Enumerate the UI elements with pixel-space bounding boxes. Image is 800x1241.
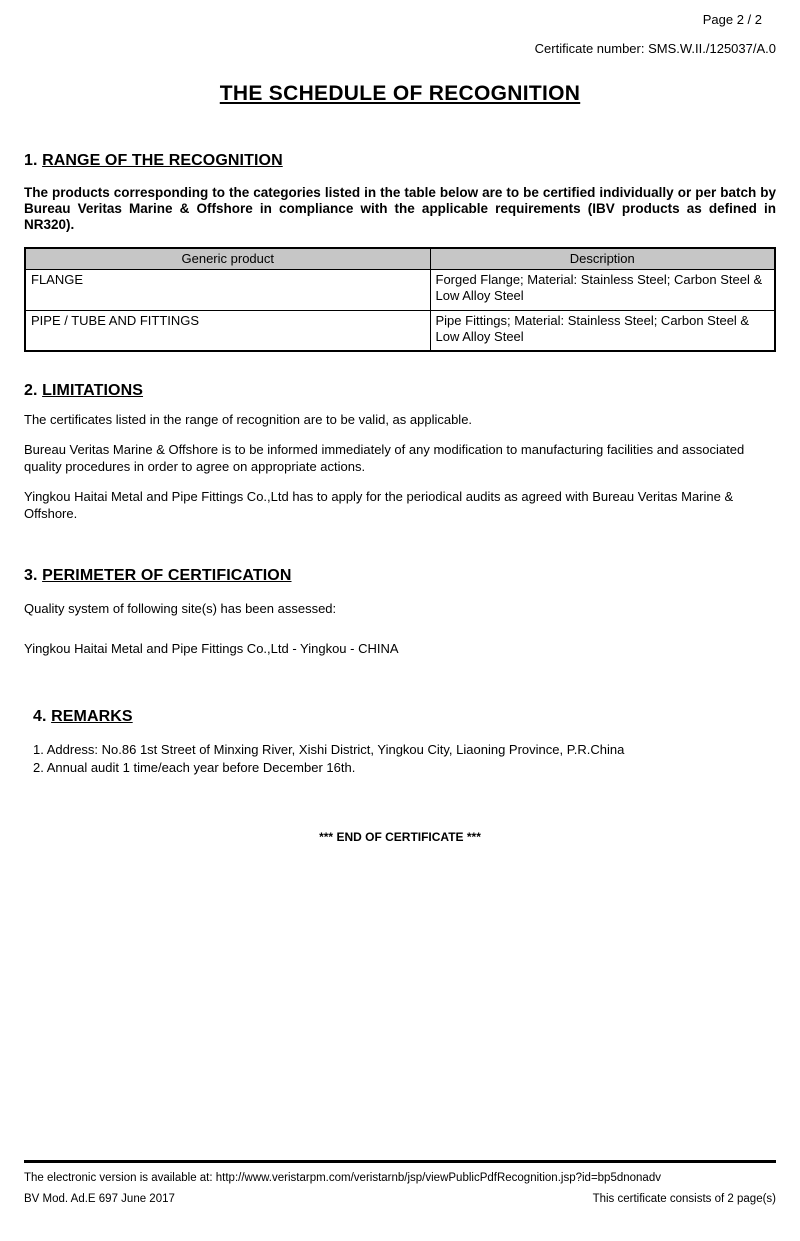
section-heading-limitations [24,382,776,400]
perimeter-site-line: Yingkou Haitai Metal and Pipe Fittings Co.,Ltd - Yingkou - CHINA [24,641,399,657]
end-of-certificate-marker: *** END OF CERTIFICATE *** [319,830,481,845]
section-number: 1. [24,152,38,169]
section-number: 4. [33,708,47,726]
section-heading-text: RANGE OF THE RECOGNITION [42,152,283,169]
footer-meta-row [24,1193,776,1205]
column-header-generic-product: Generic product [25,248,430,269]
perimeter-assessed-line: Quality system of following site(s) has been assessed: [24,600,337,616]
cell-generic-product: PIPE / TUBE AND FITTINGS [25,310,430,351]
certificate-number: Certificate number: SMS.W.II./125037/A.0 [534,41,776,56]
page-footer [24,1160,776,1205]
document-title: THE SCHEDULE OF RECOGNITION [219,82,581,105]
cell-description: Forged Flange; Material: Stainless Steel; Carbon Steel & Low Alloy Steel [430,269,775,310]
cell-generic-product: FLANGE [25,269,430,310]
section-heading-range [24,152,776,170]
limitations-paragraph: The certificates listed in the range of recognition are to be valid, as applicable. [24,412,473,428]
section-number: 3. [24,566,38,584]
electronic-version-line: The electronic version is available at: http://www.veristarpm.com/veristarnb/jsp/viewPublicPdfRecognition.jsp?id=bp5dnonadv [24,1172,661,1184]
section-heading-perimeter [24,567,776,585]
remarks-list [33,741,776,776]
limitations-paragraph: Yingkou Haitai Metal and Pipe Fittings Co.,Ltd has to apply for the periodical audits as agreed with Bureau Veritas Marine & Offshore. [24,488,734,521]
cell-description: Pipe Fittings; Material: Stainless Steel; Carbon Steel & Low Alloy Steel [430,310,775,351]
form-reference: BV Mod. Ad.E 697 June 2017 [24,1193,175,1205]
section-heading-remarks [33,708,776,726]
section-perimeter-of-certification [24,567,776,659]
section-heading-text: PERIMETER OF CERTIFICATION [42,566,292,584]
range-intro-paragraph: The products corresponding to the categories listed in the table below are to be certified individually or per batch by Bureau Veritas Marine & Offshore in compliance with the applicable requirements (IBV products as defined in NR320). [24,185,776,233]
document-meta [24,12,776,56]
section-range-of-recognition [24,152,776,352]
products-table [24,247,776,352]
table-row [25,310,775,351]
limitations-paragraph: Bureau Veritas Marine & Offshore is to be informed immediately of any modification to manufacturing facilities and associated quality procedures in order to agree on appropriate actions. [24,441,745,474]
remark-item: 1. Address: No.86 1st Street of Minxing River, Xishi District, Yingkou City, Liaoning Province, P.R.China [33,742,625,758]
section-limitations [24,382,776,522]
table-header-row [25,248,775,269]
column-header-description: Description [430,248,775,269]
section-remarks [24,708,776,776]
footer-divider [24,1160,776,1163]
section-heading-text: LIMITATIONS [42,382,144,400]
section-heading-text: REMARKS [51,708,133,726]
remark-item: 2. Annual audit 1 time/each year before December 16th. [33,759,356,775]
section-number: 2. [24,382,38,400]
page-number: Page 2 / 2 [702,12,762,27]
page-count-note: This certificate consists of 2 page(s) [592,1193,776,1205]
table-row [25,269,775,310]
